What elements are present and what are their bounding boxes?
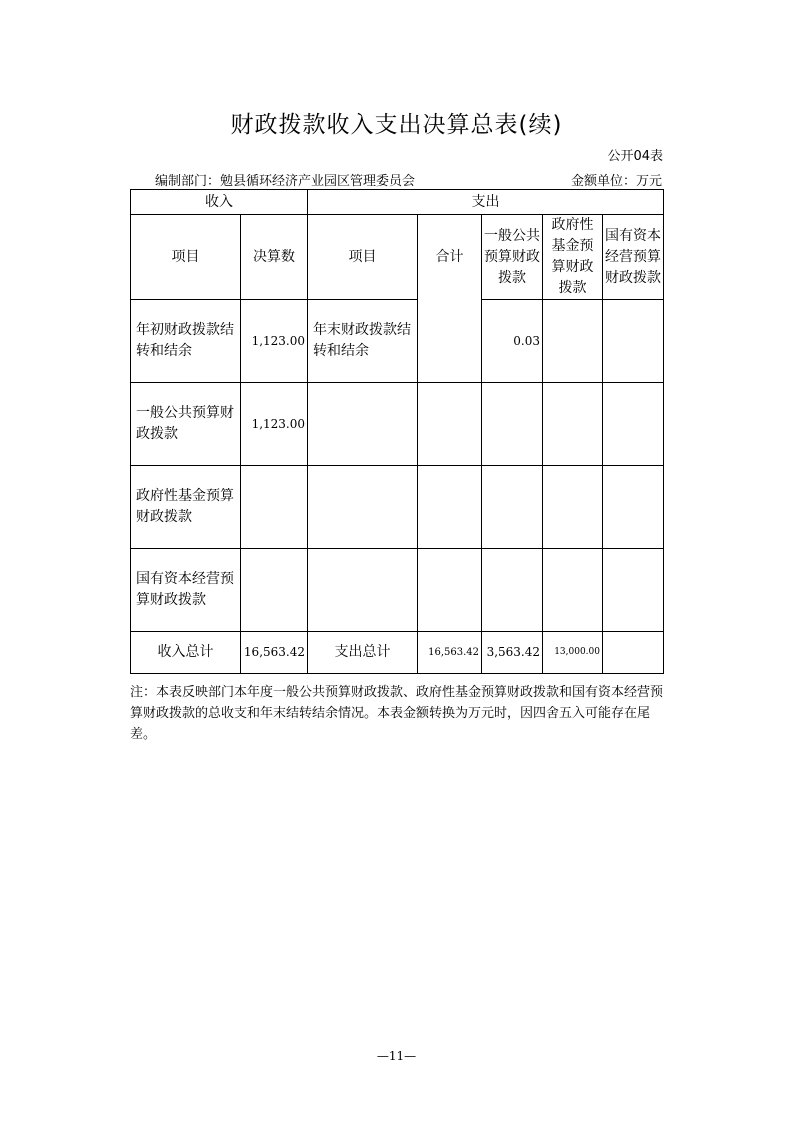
general-total-amount: 3,563.42: [482, 632, 543, 674]
state-capital-cell: [603, 300, 664, 383]
income-total-label: 收入总计: [131, 632, 241, 674]
income-item-cell: 国有资本经营预算财政拨款: [131, 549, 241, 632]
col-income-amount: 决算数: [241, 215, 308, 300]
table-row: [131, 549, 664, 632]
income-amount-cell: 1,123.00: [241, 383, 308, 466]
expense-item-cell: [308, 383, 418, 466]
expense-header: 支出: [308, 190, 664, 215]
total-cell: [418, 549, 482, 632]
table-note: 注：本表反映部门本年度一般公共预算财政拨款、政府性基金预算财政拨款和国有资本经营预算财政拨款的总收支和年末结转结余情况。本表金额转换为万元时，因四舍五入可能存在尾差。: [130, 685, 664, 742]
general-cell: [482, 383, 543, 466]
col-state-capital: 国有资本经营预算财政拨款: [603, 215, 664, 300]
table-row: [131, 383, 664, 466]
table-row: [131, 466, 664, 549]
general-cell: [482, 466, 543, 549]
expense-item-cell: [308, 466, 418, 549]
expense-item-cell: [308, 549, 418, 632]
col-income-item: 项目: [131, 215, 241, 300]
income-amount-cell: 1,123.00: [241, 300, 308, 383]
page-number: —11—: [376, 1049, 417, 1063]
budget-summary-table: [130, 189, 664, 674]
page-title: 财政拨款收入支出决算总表(续): [230, 112, 563, 138]
state-capital-cell: [603, 383, 664, 466]
totals-row: [131, 632, 664, 674]
expense-item-cell: 年末财政拨款结转和结余: [308, 300, 418, 383]
header-row-top: [131, 190, 664, 215]
department-label: 编制部门：勉县循环经济产业园区管理委员会: [155, 174, 416, 189]
general-cell: 0.03: [482, 300, 543, 383]
gov-fund-cell: [543, 466, 603, 549]
col-total: 合计: [418, 215, 482, 383]
unit-label: 金额单位：万元: [570, 174, 662, 189]
state-capital-total-amount: [603, 632, 664, 674]
col-expense-item: 项目: [308, 215, 418, 300]
income-item-cell: 政府性基金预算财政拨款: [131, 466, 241, 549]
gov-fund-cell: [543, 549, 603, 632]
col-general: 一般公共预算财政拨款: [482, 215, 543, 300]
total-cell: [418, 466, 482, 549]
total-cell: [418, 383, 482, 466]
income-item-cell: 一般公共预算财政拨款: [131, 383, 241, 466]
general-cell: [482, 549, 543, 632]
income-total-amount: 16,563.42: [241, 632, 308, 674]
income-header: 收入: [131, 190, 308, 215]
income-amount-cell: [241, 549, 308, 632]
gov-fund-total-amount: 13,000.00: [543, 632, 603, 674]
table-row: [131, 300, 664, 383]
expense-total-amount: 16,563.42: [418, 632, 482, 674]
income-amount-cell: [241, 466, 308, 549]
state-capital-cell: [603, 549, 664, 632]
income-item-cell: 年初财政拨款结转和结余: [131, 300, 241, 383]
header-row-columns: [131, 215, 664, 300]
expense-total-label: 支出总计: [308, 632, 418, 674]
gov-fund-cell: [543, 383, 603, 466]
gov-fund-cell: [543, 300, 603, 383]
col-gov-fund: 政府性基金预算财政拨款: [543, 215, 603, 300]
form-code: 公开04表: [607, 149, 663, 164]
state-capital-cell: [603, 466, 664, 549]
